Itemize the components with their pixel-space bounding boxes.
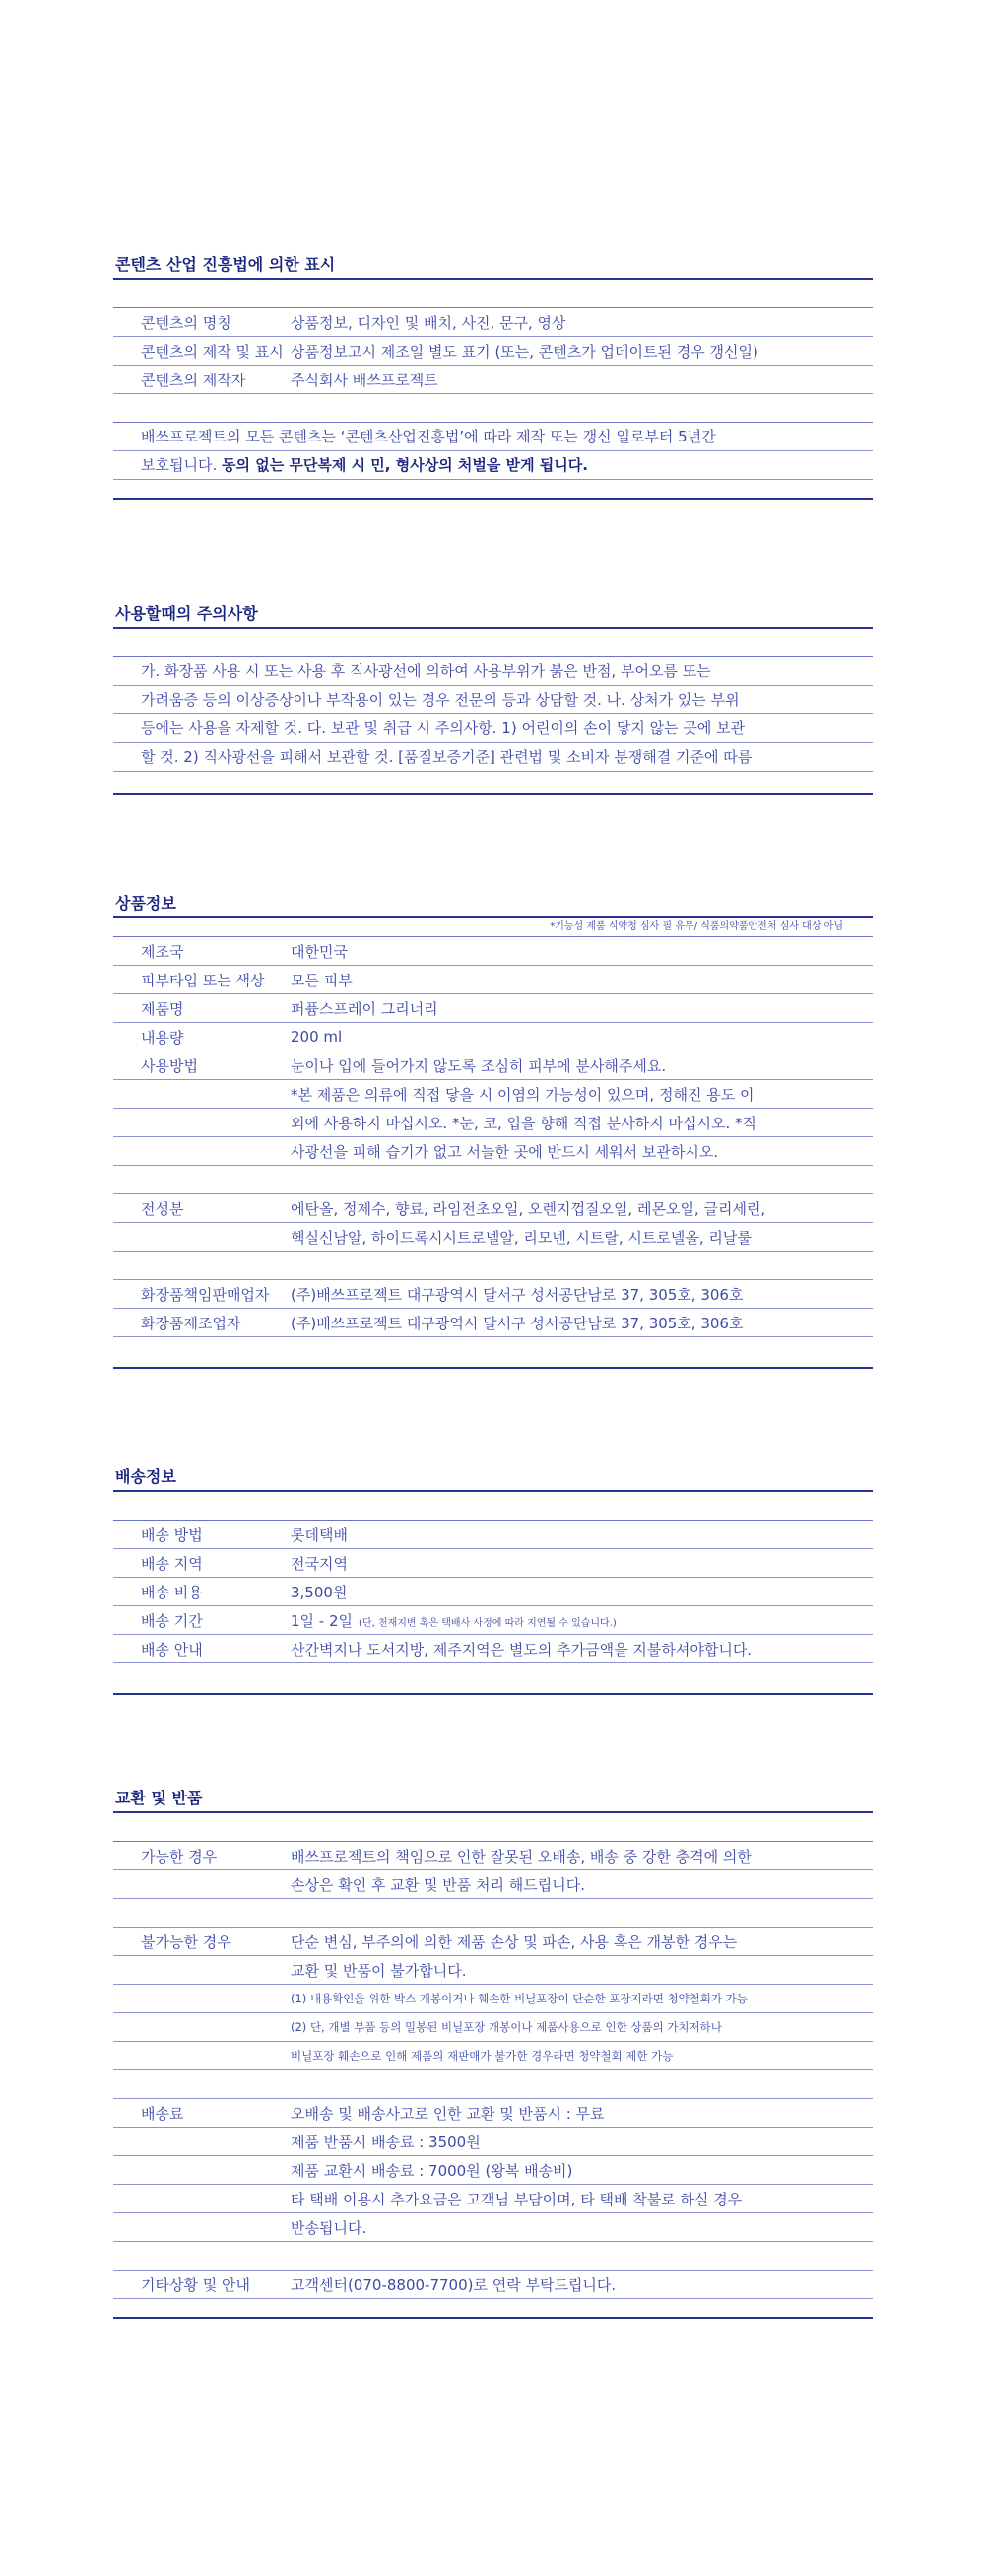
table-row xyxy=(113,2156,873,2185)
table-row xyxy=(113,1109,873,1137)
section-title: 콘텐츠 산업 진흥법에 의한 표시 xyxy=(115,255,336,274)
functional-note: *기능성 제품 식약청 심사 필 유무/ 식품의약품안전처 심사 대상 아님 xyxy=(550,921,843,932)
row-value-text: 배쓰프로젝트의 책임으로 인한 잘못된 오배송, 배송 중 강한 충격에 의한 xyxy=(291,1847,752,1865)
row-value-text: 3,500원 xyxy=(291,1583,348,1601)
row-value-text: 롯데택배 xyxy=(291,1525,348,1544)
table-row xyxy=(113,1899,873,1928)
row-value-text: 제품 반품시 배송료 : 3500원 xyxy=(291,2133,481,2151)
row-value-text: *본 제품은 의류에 직접 닿을 시 이염의 가능성이 있으며, 정해진 용도 이 xyxy=(291,1085,755,1104)
table-row xyxy=(113,2213,873,2242)
table-row xyxy=(113,2128,873,2156)
section-title: 배송정보 xyxy=(115,1467,176,1486)
table-row xyxy=(113,1023,873,1051)
table-row xyxy=(113,2013,873,2042)
row-label: 사용방법 xyxy=(141,1056,198,1075)
row-value xyxy=(291,1874,873,1895)
row-value xyxy=(291,1610,873,1631)
row-value-text: 타 택배 이용시 추가요금은 고객님 부담이며, 타 택배 착불로 하실 경우 xyxy=(291,2190,743,2208)
row-value-text: 전국지역 xyxy=(291,1554,348,1573)
row-value-text: 손상은 확인 후 교환 및 반품 처리 해드립니다. xyxy=(291,1875,585,1894)
row-value-text: 상품정보, 디자인 및 배치, 사진, 문구, 영상 xyxy=(291,313,566,332)
row-label: 콘텐츠의 제작자 xyxy=(141,371,246,389)
row-label: 내용량 xyxy=(141,1028,184,1047)
row-value-text: (주)배쓰프로젝트 대구광역시 달서구 성서공단남로 37, 305호, 306호 xyxy=(291,1285,744,1304)
row-value xyxy=(291,941,873,962)
table-row xyxy=(113,1280,873,1309)
row-value-text: 외에 사용하지 마십시오. *눈, 코, 입을 향해 직접 분사하지 마십시오. *직 xyxy=(291,1114,756,1132)
row-value xyxy=(291,1846,873,1866)
row-label: 전성분 xyxy=(141,1199,184,1218)
table-row xyxy=(113,1223,873,1252)
row-label: 제조국 xyxy=(141,942,184,961)
caution-text xyxy=(113,657,873,772)
table-row xyxy=(113,2242,873,2271)
row-value-text: 사광선을 피해 습기가 없고 서늘한 곳에 반드시 세워서 보관하시오. xyxy=(291,1142,719,1161)
table-row xyxy=(113,1870,873,1899)
section-title: 사용할때의 주의사항 xyxy=(115,604,258,623)
row-value-text: 헥실신남알, 하이드록시시트로넬알, 리모넨, 시트랄, 시트로넬올, 리날룰 xyxy=(291,1228,752,1247)
row-value-text: 에탄올, 정제수, 향료, 라임전초오일, 오렌지껍질오일, 레몬오일, 글리세린, xyxy=(291,1199,766,1218)
table-row xyxy=(113,1309,873,1337)
row-value-text: 주식회사 배쓰프로젝트 xyxy=(291,371,438,389)
row-value-text: (2) 단, 개별 부품 등의 밀봉된 비닐포장 개봉이나 제품사용으로 인한 상품의 가치저하나 xyxy=(291,2020,722,2034)
row-value xyxy=(291,1028,873,1046)
row-label: 배송 기간 xyxy=(141,1611,203,1630)
table-row xyxy=(113,1928,873,1956)
row-value xyxy=(291,1960,873,1981)
table-row xyxy=(113,337,873,366)
row-label: 피부타입 또는 색상 xyxy=(141,971,265,989)
table-row xyxy=(113,966,873,994)
row-value xyxy=(291,2189,873,2209)
table-row xyxy=(113,1549,873,1578)
exchange-table xyxy=(113,1842,873,2299)
table-row xyxy=(113,1166,873,1194)
table-row xyxy=(113,1635,873,1663)
row-value xyxy=(291,2132,873,2152)
product-info-table xyxy=(113,937,873,1337)
table-row xyxy=(113,308,873,337)
table-row xyxy=(113,2185,873,2213)
row-value-text: (1) 내용확인을 위한 박스 개봉이거나 훼손한 비닐포장이 단순한 포장지라면 청약철회가 가능 xyxy=(291,1992,748,2005)
row-label: 배송 비용 xyxy=(141,1583,203,1601)
copyright-line-1: 배쓰프로젝트의 모든 콘텐츠는 ‘콘텐츠산업진흥법’에 따라 제작 또는 갱신 일로부터 5년간 xyxy=(113,423,873,451)
row-value xyxy=(291,2217,873,2238)
row-value xyxy=(291,1582,873,1602)
row-label: 배송 지역 xyxy=(141,1554,203,1573)
row-label: 가능한 경우 xyxy=(141,1847,218,1865)
table-row xyxy=(113,1842,873,1870)
row-value-text: 단순 변심, 부주의에 의한 제품 손상 및 파손, 사용 혹은 개봉한 경우는 xyxy=(291,1932,738,1951)
row-value xyxy=(291,998,873,1019)
row-value-text: (주)배쓰프로젝트 대구광역시 달서구 성서공단남로 37, 305호, 306호 xyxy=(291,1314,744,1332)
copyright-line-2: 보호됩니다. 동의 없는 무단복제 시 민, 형사상의 처벌을 받게 됩니다. xyxy=(113,451,873,480)
row-value xyxy=(291,1991,873,2006)
row-label: 배송 방법 xyxy=(141,1525,203,1544)
table-row xyxy=(113,366,873,394)
row-value-text: 퍼퓸스프레이 그리너리 xyxy=(291,999,438,1018)
row-value-text: 200 ml xyxy=(291,1028,343,1046)
table-row xyxy=(113,2070,873,2099)
row-value xyxy=(291,341,873,362)
table-row xyxy=(113,1956,873,1985)
row-value xyxy=(291,1313,873,1333)
row-value xyxy=(291,2160,873,2181)
table-row xyxy=(113,937,873,966)
row-value-text: 모든 피부 xyxy=(291,971,353,989)
row-value xyxy=(291,1055,873,1076)
row-value xyxy=(291,1525,873,1545)
row-value-text: 비닐포장 훼손으로 인해 제품의 재판매가 불가한 경우라면 청약철회 제한 가능 xyxy=(291,2049,674,2063)
row-label: 기타상황 및 안내 xyxy=(141,2275,250,2294)
table-row xyxy=(113,1137,873,1166)
row-value xyxy=(291,970,873,990)
row-value xyxy=(291,1141,873,1162)
row-value xyxy=(291,1284,873,1305)
caution-line: 등에는 사용을 자제할 것. 다. 보관 및 취급 시 주의사항. 1) 어린이의 손이 닿지 않는 곳에 보관 xyxy=(113,714,873,743)
row-value-text: 고객센터(070-8800-7700)로 연락 부탁드립니다. xyxy=(291,2275,617,2294)
row-value-text: 상품정보고시 제조일 별도 표기 (또는, 콘텐츠가 업데이트된 경우 갱신일) xyxy=(291,342,758,361)
row-value xyxy=(291,1932,873,1952)
row-value-text: 오배송 및 배송사고로 인한 교환 및 반품시 : 무료 xyxy=(291,2104,605,2123)
row-label: 배송료 xyxy=(141,2104,184,2123)
table-row xyxy=(113,1051,873,1080)
product-info-section xyxy=(113,893,873,1369)
table-row xyxy=(113,1606,873,1635)
caution-section xyxy=(113,603,873,795)
section-title: 상품정보 xyxy=(115,894,176,913)
row-value xyxy=(291,2274,873,2295)
row-label: 콘텐츠의 제작 및 표시 xyxy=(141,342,284,361)
info-table xyxy=(113,308,873,394)
row-value xyxy=(291,312,873,333)
row-label: 화장품책임판매업자 xyxy=(141,1285,270,1304)
row-label: 불가능한 경우 xyxy=(141,1932,231,1951)
table-row xyxy=(113,2042,873,2070)
row-value xyxy=(291,1553,873,1574)
table-row xyxy=(113,1521,873,1549)
section-title: 교환 및 반품 xyxy=(115,1789,203,1807)
shipping-table xyxy=(113,1521,873,1663)
content-industry-section xyxy=(113,254,873,500)
row-label: 화장품제조업자 xyxy=(141,1314,241,1332)
row-value-text: 반송됩니다. xyxy=(291,2218,367,2237)
caution-line: 가려움증 등의 이상증상이나 부작용이 있는 경우 전문의 등과 상담할 것. 나. 상처가 있는 부위 xyxy=(113,686,873,714)
row-value xyxy=(291,1113,873,1133)
table-row xyxy=(113,2099,873,2128)
table-row xyxy=(113,1985,873,2013)
row-value-note: (단, 천재지변 혹은 택배사 사정에 따라 지연될 수 있습니다.) xyxy=(359,1617,617,1629)
row-value-text: 대한민국 xyxy=(291,942,348,961)
shipping-section xyxy=(113,1466,873,1695)
row-value-text: 제품 교환시 배송료 : 7000원 (왕복 배송비) xyxy=(291,2161,573,2180)
row-value-text: 눈이나 입에 들어가지 않도록 조심히 피부에 분사해주세요. xyxy=(291,1056,667,1075)
row-value-text: 교환 및 반품이 불가합니다. xyxy=(291,1961,467,1980)
row-value xyxy=(291,2019,873,2035)
row-value-text: 산간벽지나 도서지방, 제주지역은 별도의 추가금액을 지불하셔야합니다. xyxy=(291,1640,753,1659)
row-value xyxy=(291,1198,873,1219)
row-value xyxy=(291,370,873,390)
row-value xyxy=(291,1639,873,1660)
table-row xyxy=(113,994,873,1023)
table-row xyxy=(113,1252,873,1280)
row-value-text: 1일 - 2일 xyxy=(291,1611,354,1630)
table-row xyxy=(113,1080,873,1109)
row-label: 제품명 xyxy=(141,999,184,1018)
row-value xyxy=(291,1227,873,1248)
row-label: 배송 안내 xyxy=(141,1640,203,1659)
row-value xyxy=(291,2048,873,2064)
table-row xyxy=(113,1194,873,1223)
table-row xyxy=(113,1578,873,1606)
row-value xyxy=(291,2103,873,2124)
caution-line: 할 것. 2) 직사광선을 피해서 보관할 것. [품질보증기준] 관련법 및 소비자 분쟁해결 기준에 따름 xyxy=(113,743,873,772)
row-label: 콘텐츠의 명칭 xyxy=(141,313,231,332)
table-row xyxy=(113,2271,873,2299)
exchange-return-section xyxy=(113,1788,873,2319)
row-value xyxy=(291,1084,873,1105)
caution-line: 가. 화장품 사용 시 또는 사용 후 직사광선에 의하여 사용부위가 붉은 반점, 부어오름 또는 xyxy=(113,657,873,686)
